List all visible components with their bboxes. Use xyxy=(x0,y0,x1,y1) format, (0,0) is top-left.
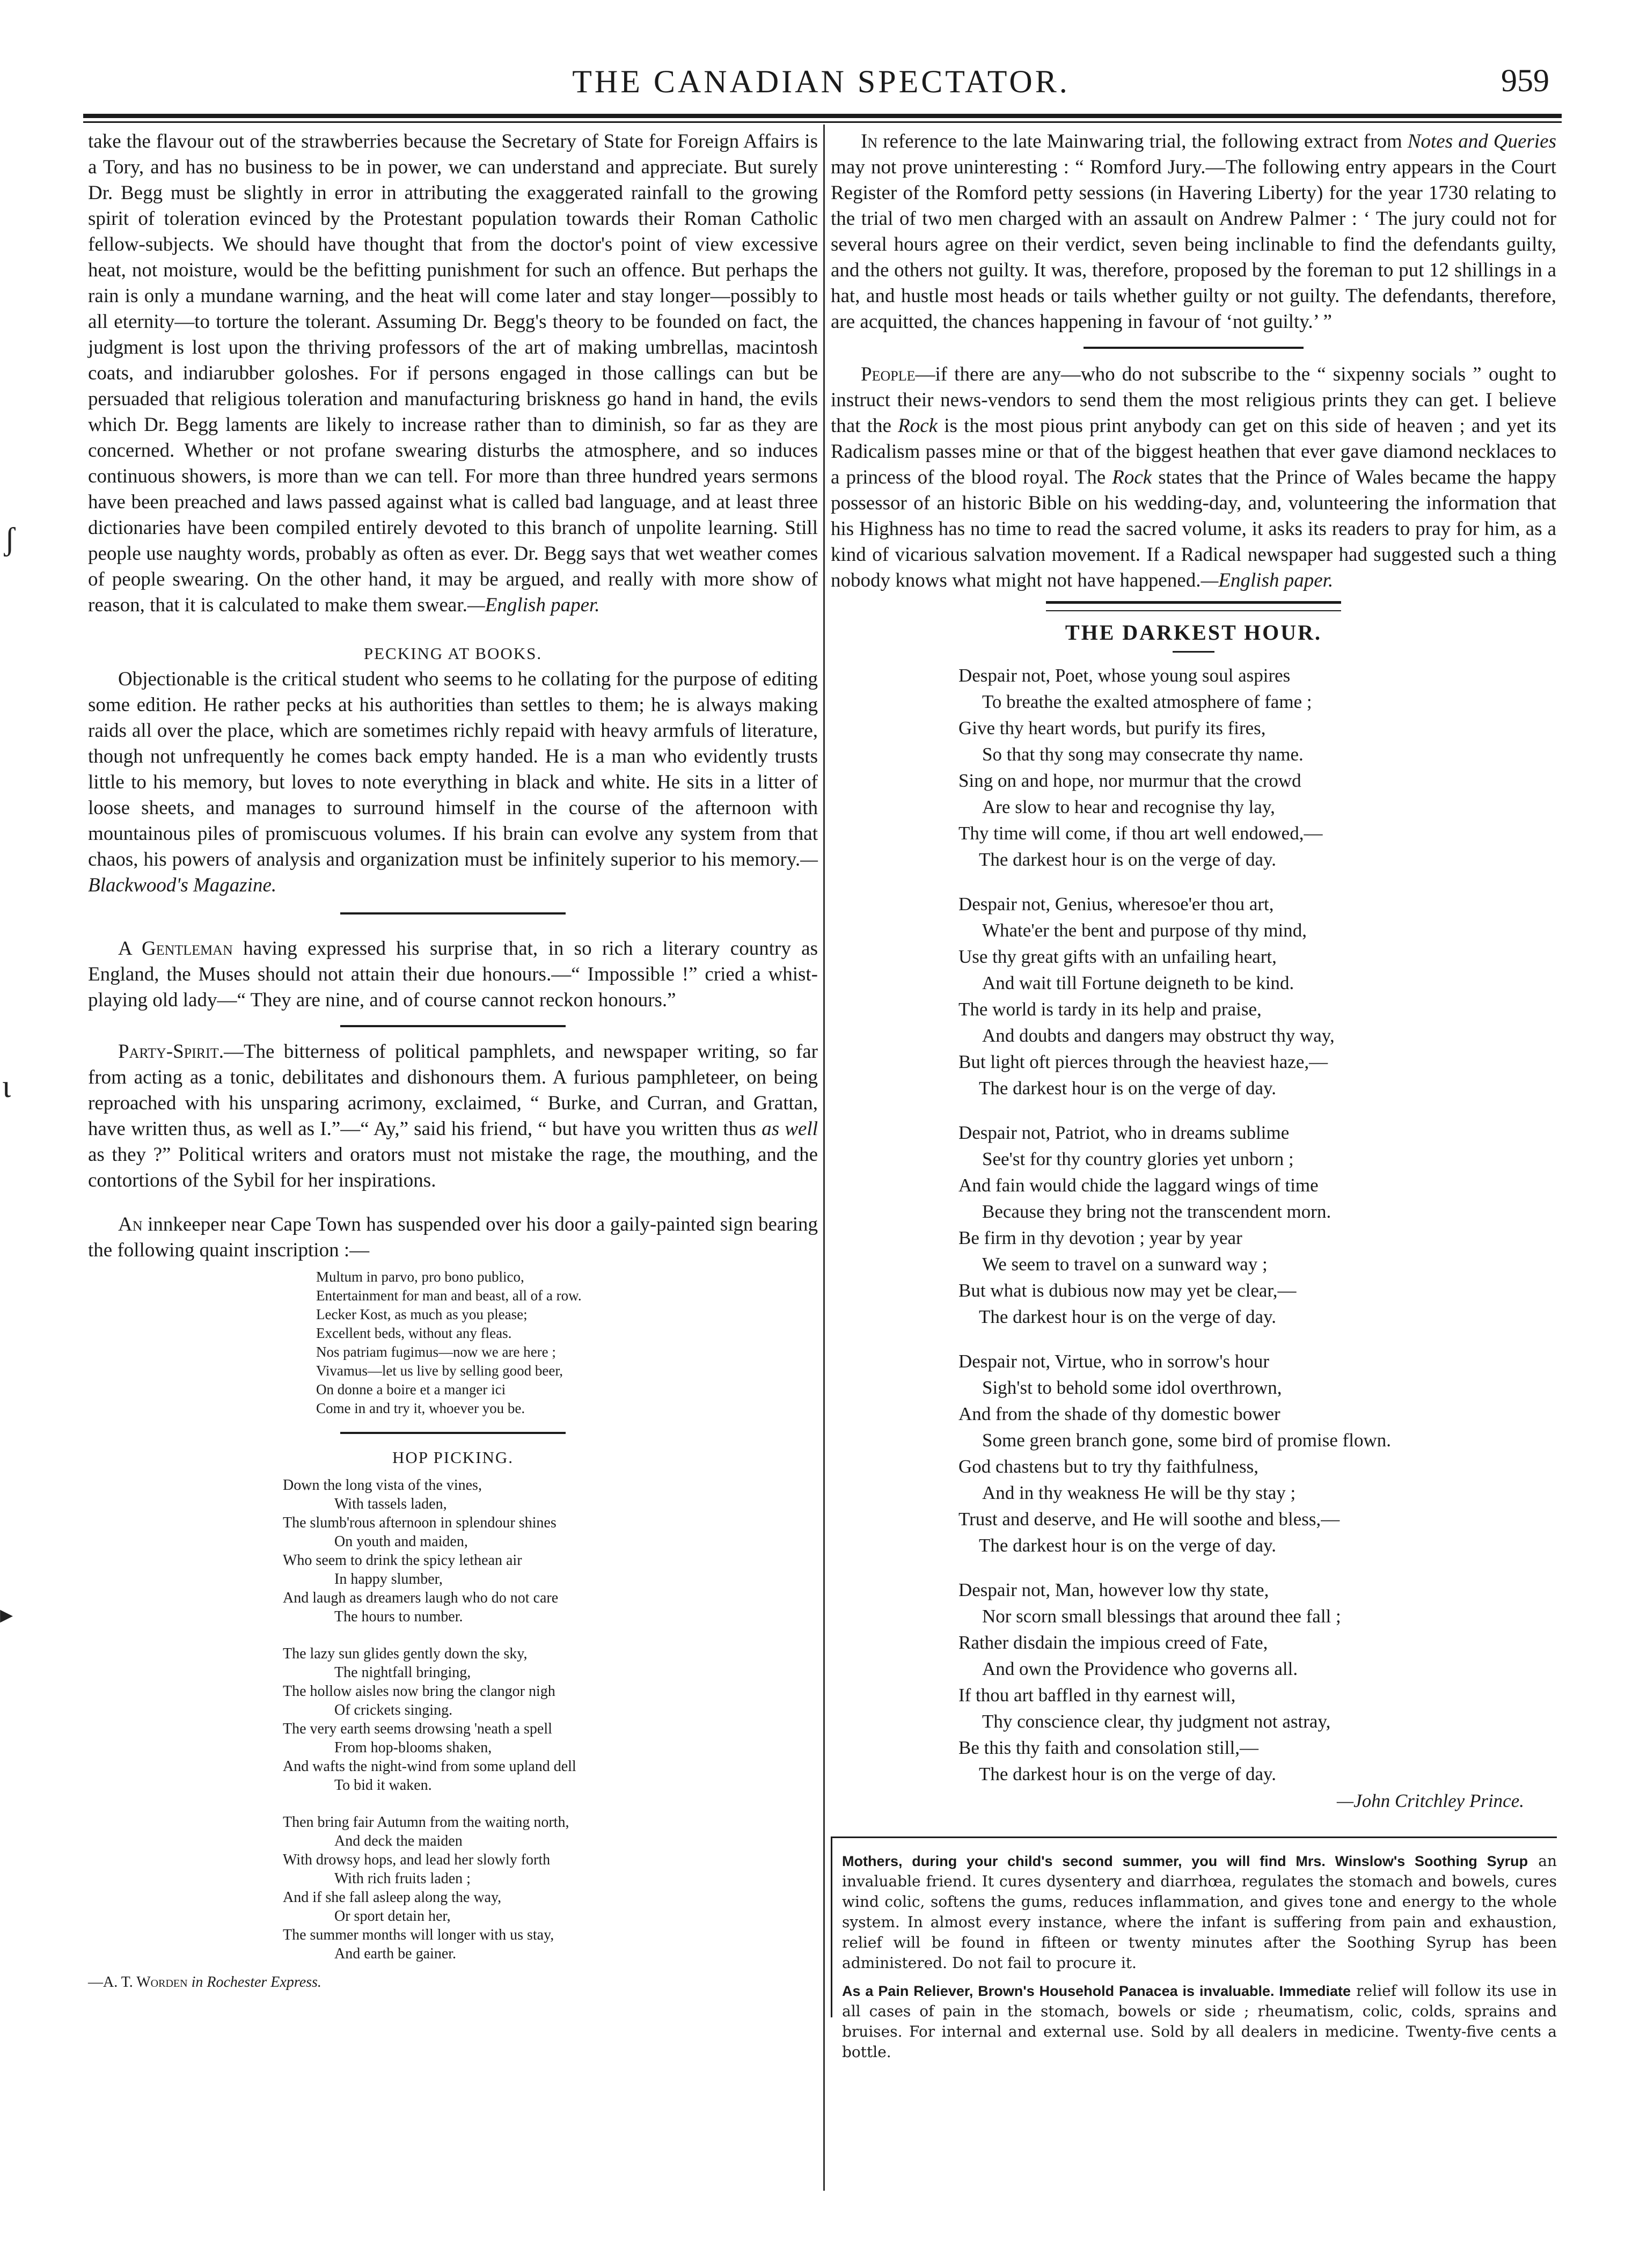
hop-picking-poem xyxy=(283,1476,818,1963)
darkest-hour-poem xyxy=(958,662,1556,1787)
poem-line: And doubts and dangers may obstruct thy way, xyxy=(982,1025,1335,1046)
publication-title: THE CANADIAN SPECTATOR. xyxy=(572,64,1070,99)
hop-picking-attribution xyxy=(88,1973,818,1992)
left-column xyxy=(88,129,818,1992)
household-panacea-headline: As a Pain Reliever, Brown's Household Panacea is invaluable. Immediate xyxy=(842,1983,1351,1999)
soothing-syrup-ad xyxy=(842,1851,1557,1973)
poem-line: Despair not, Patriot, who in dreams sublime xyxy=(958,1122,1290,1143)
poem-line: With drowsy hops, and lead her slowly forth xyxy=(283,1852,551,1868)
sign-inscription xyxy=(316,1268,818,1418)
poem-line: And laugh as dreamers laugh who do not care xyxy=(283,1590,559,1606)
innkeeper-lead: An xyxy=(118,1213,143,1235)
mainwaring-text-1: reference to the late Mainwaring trial, the following extract from xyxy=(877,130,1408,152)
inscription-line: Excellent beds, without any fleas. xyxy=(316,1325,512,1341)
poem-line: Sing on and hope, nor murmur that the crowd xyxy=(958,770,1301,791)
poem-line: Some green branch gone, some bird of promise flown. xyxy=(982,1430,1392,1451)
people-lead: People xyxy=(861,363,916,385)
pecking-text: Objectionable is the critical student who seems to he collating for the purpose of editing some edition. He rather pecks at his authorities than settles to them; he is always making raids all over the place, which are sometimes richly repaid with heavy armfuls of literature, though not unfrequently he comes back empty handed. He is a man who evidently trusts little to his memory, but loves to note everything in black and white. He sits in a litter of loose sheets, and manages to surround himself in the course of the afternoon with mountainous piles of promiscuous volumes. If his brain can evolve any system from that chaos, his powers of analysis and organization must be infinitely superior to his memory. xyxy=(88,668,818,870)
advertisement-box xyxy=(831,1837,1557,2061)
poem-line: Use thy great gifts with an unfailing heart, xyxy=(958,946,1277,967)
poem-line: The slumb'rous afternoon in splendour shines xyxy=(283,1515,557,1531)
poem-line: And wait till Fortune deigneth to be kind. xyxy=(982,972,1294,993)
poem-line: To bid it waken. xyxy=(334,1777,432,1794)
inscription-line: On donne a boire et a manger ici xyxy=(316,1381,506,1398)
strawberries-text: take the flavour out of the strawberries because the Secretary of State for Foreign Affairs is a Tory, and has no business to be in power, we can understand and appreciate. But surely Dr. Begg must be slightly in error in attributing the exaggerated rainfall to the growing spirit of toleration evinced by the Protestant population towards their Roman Catholic fellow-subjects. We should have thought that from the doctor's point of view excessive heat, not moisture, would be the befitting punishment for such an offence. But perhaps the rain is only a mundane warning, and the heat will come later and stay longer—possibly to all eternity—to torture the tolerant. Assuming Dr. Begg's theory to be founded on fact, the judgment is lost upon the thriving professors of the art of making umbrellas, macintosh coats, and indiarubber goloshes. For if persons engaged in those callings can but be persuaded that religious toleration and manufacturing briskness go hand in hand, the evils which Dr. Begg laments are likely to increase rather than to diminish, so far as they are concerned. Whether or not profane swearing disturbs the atmosphere, and so induces continuous showers, is more than we can tell. For more than three hundred years sermons have been preached and laws passed against what is called bad language, and at least three dictionaries have been compiled entirely devoted to this branch of unpolite learning. Still people use naughty words, probably as often as ever. Dr. Begg says that wet weather comes of people swearing. On the other hand, it may be argued, and really with more show of reason, that it is calculated to make them swear. xyxy=(88,130,818,616)
poem-line: The nightfall bringing, xyxy=(334,1664,471,1681)
strawberries-article xyxy=(88,129,818,618)
margin-mark: ɩ xyxy=(2,1069,11,1104)
poem-line: But light oft pierces through the heaviest haze,— xyxy=(958,1051,1328,1072)
right-column xyxy=(831,129,1557,2061)
hop-picking-author: —A. T. Worden xyxy=(88,1974,188,1991)
innkeeper-paragraph xyxy=(88,1212,818,1263)
poem-line: Thy time will come, if thou art well endowed,— xyxy=(958,823,1323,844)
mainwaring-text-2: may not prove uninteresting : “ Romford Jury.—The following entry appears in the Court Register of the Romford petty sessions (in Havering Liberty) for the year 1730 relating to the trial of two men charged with an assault on Andrew Palmer : ‘ The jury could not for several hours agree on their verdict, seven being inclinable to find the defendants guilty, and the others not guilty. It was, therefore, proposed by the foreman to put 12 shillings in a hat, and hustle most heads or tails whether guilty or not guilty. The defendants, therefore, are acquitted, the chances happening in favour of ‘not guilty.’ ” xyxy=(831,156,1556,333)
poem-line: On youth and maiden, xyxy=(334,1533,468,1550)
poem-line: The hours to number. xyxy=(334,1608,463,1625)
rock-title: Rock xyxy=(1112,466,1152,488)
poem-line: With tassels laden, xyxy=(334,1496,447,1512)
poem-line: And own the Providence who governs all. xyxy=(982,1658,1298,1679)
party-spirit-emphasis: as well xyxy=(762,1118,818,1140)
inscription-line: Lecker Kost, as much as you please; xyxy=(316,1306,528,1322)
poem-line: Who seem to drink the spicy lethean air xyxy=(283,1552,522,1569)
poem-line: The hollow aisles now bring the clangor nigh xyxy=(283,1683,555,1700)
poem-refrain: The darkest hour is on the verge of day. xyxy=(979,1306,1277,1327)
soothing-syrup-headline: Mothers, during your child's second summer, you will find Mrs. Winslow's Soothing Syrup xyxy=(842,1853,1528,1869)
poem-line: And if she fall asleep along the way, xyxy=(283,1889,502,1906)
hop-picking-source: in Rochester Express. xyxy=(187,1974,321,1991)
margin-mark: ʃ xyxy=(4,521,15,557)
poem-line: Down the long vista of the vines, xyxy=(283,1477,482,1494)
poem-line: And earth be gainer. xyxy=(334,1945,457,1962)
poem-line: With rich fruits laden ; xyxy=(334,1870,471,1887)
party-spirit-lead: Party-Spirit. xyxy=(118,1041,224,1063)
gentleman-text: having expressed his surprise that, in so rich a literary country as England, the Muses should not attain their due honours.—“ Impossible !” cried a whist-playing old lady—“ They are nine, and of course cannot reckon honours.” xyxy=(88,938,818,1011)
poem-line: And deck the maiden xyxy=(334,1833,463,1849)
page-header xyxy=(83,58,1559,101)
poem-line: The lazy sun glides gently down the sky, xyxy=(283,1645,528,1662)
poem-line: Be firm in thy devotion ; year by year xyxy=(958,1227,1242,1248)
poem-refrain: The darkest hour is on the verge of day. xyxy=(979,849,1277,870)
soothing-syrup-text: an invaluable friend. It cures dysentery and diarrhœa, regulates the stomach and bowels, cures wind colic, softens the gums, reduces inflammation, and gives tone and energy to the whole system. In almost every instance, where the infant is suffering from pain and exhaustion, relief will be found in fifteen or twenty minutes after the Soothing Syrup has been administered. Do not fail to procure it. xyxy=(842,1852,1557,1972)
hop-picking-heading: HOP PICKING. xyxy=(392,1448,514,1467)
poem-line: Despair not, Poet, whose young soul aspires xyxy=(958,665,1291,686)
gentleman-lead: A Gentleman xyxy=(118,938,233,960)
poem-line: Trust and deserve, and He will soothe and bless,— xyxy=(958,1509,1340,1530)
party-spirit-paragraph xyxy=(88,1039,818,1194)
poem-line: Then bring fair Autumn from the waiting north, xyxy=(283,1814,569,1831)
poem-line: Nor scorn small blessings that around thee fall ; xyxy=(982,1606,1341,1627)
poem-line: The world is tardy in its help and praise, xyxy=(958,999,1262,1020)
poem-line: Be this thy faith and consolation still,— xyxy=(958,1737,1258,1758)
poem-line: Sigh'st to behold some idol overthrown, xyxy=(982,1377,1282,1398)
poem-line: Give thy heart words, but purify its fires, xyxy=(958,718,1266,738)
poem-line: And wafts the night-wind from some upland dell xyxy=(283,1758,576,1775)
poem-refrain: The darkest hour is on the verge of day. xyxy=(979,1764,1277,1784)
inscription-line: Multum in parvo, pro bono publico, xyxy=(316,1269,524,1285)
poem-line: But what is dubious now may yet be clear,— xyxy=(958,1280,1297,1301)
poem-line: Whate'er the bent and purpose of thy mind, xyxy=(982,920,1307,941)
mainwaring-lead: In xyxy=(861,130,878,152)
poem-line: Despair not, Genius, wheresoe'er thou art, xyxy=(958,894,1274,914)
page-number: 959 xyxy=(1501,63,1549,98)
rock-title: Rock xyxy=(898,415,938,437)
darkest-hour-title: THE DARKEST HOUR. xyxy=(1065,620,1322,645)
innkeeper-text: innkeeper near Cape Town has suspended over his door a gaily-painted sign bearing the following quaint inscription :— xyxy=(88,1213,818,1261)
inscription-line: Nos patriam fugimus—now we are here ; xyxy=(316,1344,556,1360)
poem-refrain: The darkest hour is on the verge of day. xyxy=(979,1535,1277,1556)
pecking-article xyxy=(88,667,818,898)
poem-line: Despair not, Virtue, who in sorrow's hour xyxy=(958,1351,1270,1372)
people-source: —English paper. xyxy=(1201,569,1334,591)
poem-line: God chastens but to try thy faithfulness, xyxy=(958,1456,1258,1477)
poem-line: The very earth seems drowsing 'neath a spell xyxy=(283,1721,552,1737)
inscription-line: Entertainment for man and beast, all of a row. xyxy=(316,1287,582,1304)
poem-line: Despair not, Man, however low thy state, xyxy=(958,1579,1269,1600)
header-rule-thin xyxy=(83,121,1562,123)
poem-line: And from the shade of thy domestic bower xyxy=(958,1403,1280,1424)
poem-line: So that thy song may consecrate thy name. xyxy=(982,744,1304,765)
poem-line: To breathe the exalted atmosphere of fame ; xyxy=(982,691,1312,712)
people-text-2: is the most pious print anybody can get on this side of heaven ; and yet its Radicalism passes mine or that of the biggest heathen that ever gave diamond necklaces to a princess of the blood royal. The xyxy=(831,415,1556,488)
people-text-1: —if there are any—who do not subscribe to the “ sixpenny socials ” ought to instruct their news-vendors to send them the most religious prints they can get. I believe that the xyxy=(831,363,1556,437)
margin-mark: ▸ xyxy=(0,1600,13,1629)
poem-line: And in thy weakness He will be thy stay ; xyxy=(982,1482,1296,1503)
mainwaring-paragraph xyxy=(831,129,1556,335)
notes-and-queries: Notes and Queries xyxy=(1407,130,1556,152)
poem-author: —John Critchley Prince. xyxy=(1337,1790,1524,1811)
poem-line: From hop-blooms shaken, xyxy=(334,1739,492,1756)
poem-line: Are slow to hear and recognise thy lay, xyxy=(982,796,1275,817)
poem-line: Thy conscience clear, thy judgment not astray, xyxy=(982,1711,1331,1732)
inscription-line: Vivamus—let us live by selling good beer, xyxy=(316,1363,563,1379)
poem-line: And fain would chide the laggard wings of time xyxy=(958,1175,1319,1196)
poem-line: See'st for thy country glories yet unborn ; xyxy=(982,1148,1294,1169)
people-text-3: states that the Prince of Wales became the happy possessor of an historic Bible on his wedding-day, and, volunteering the information that his Highness has no time to read the sacred volume, it asks its readers to pray for him, as a kind of vicarious salvation movement. If a Radical newspaper had suggested such a thing nobody knows what might not have happened. xyxy=(831,466,1556,591)
strawberries-source: —English paper. xyxy=(467,594,600,616)
household-panacea-text: relief will follow its use in all cases of pain in the stomach, bowels or side ; rheumatism, colic, colds, sprains and bruises. For internal and external use. Sold by all dealers in medicine. Twenty-five cents a bottle. xyxy=(842,1982,1557,2061)
poem-line: In happy slumber, xyxy=(334,1571,443,1587)
poem-refrain: The darkest hour is on the verge of day. xyxy=(979,1078,1277,1099)
party-spirit-text-2: as they ?” Political writers and orators must not mistake the rage, the mouthing, and the contortions of the Sybil for her inspirations. xyxy=(88,1144,818,1191)
household-panacea-ad xyxy=(842,1981,1557,2062)
pecking-source: —Blackwood's Magazine. xyxy=(88,848,818,896)
header-rule xyxy=(83,114,1562,118)
column-divider xyxy=(823,125,825,2191)
poem-line: If thou art baffled in thy earnest will, xyxy=(958,1685,1236,1706)
poem-line: The summer months will longer with us stay, xyxy=(283,1927,554,1943)
party-spirit-text-1: —The bitterness of political pamphlets, and newspaper writing, so far from acting as a tonic, debilitates and dishonours them. A furious pamphleteer, on being reproached with his unsparing acrimony, exclaimed, “ Burke, and Curran, and Grattan, have written thus, as well as I.”—“ Ay,” said his friend, “ but have you written thus xyxy=(88,1041,818,1140)
people-paragraph xyxy=(831,362,1556,594)
poem-separator xyxy=(1046,601,1341,611)
poem-line: Or sport detain her, xyxy=(334,1908,451,1925)
poem-line: Of crickets singing. xyxy=(334,1702,453,1718)
poem-line: We seem to travel on a sunward way ; xyxy=(982,1254,1268,1275)
pecking-heading: PECKING AT BOOKS. xyxy=(363,644,543,663)
poem-line: Rather disdain the impious creed of Fate, xyxy=(958,1632,1268,1653)
gentleman-paragraph xyxy=(88,936,818,1013)
poem-line: Because they bring not the transcendent morn. xyxy=(982,1201,1331,1222)
inscription-line: Come in and try it, whoever you be. xyxy=(316,1400,525,1416)
